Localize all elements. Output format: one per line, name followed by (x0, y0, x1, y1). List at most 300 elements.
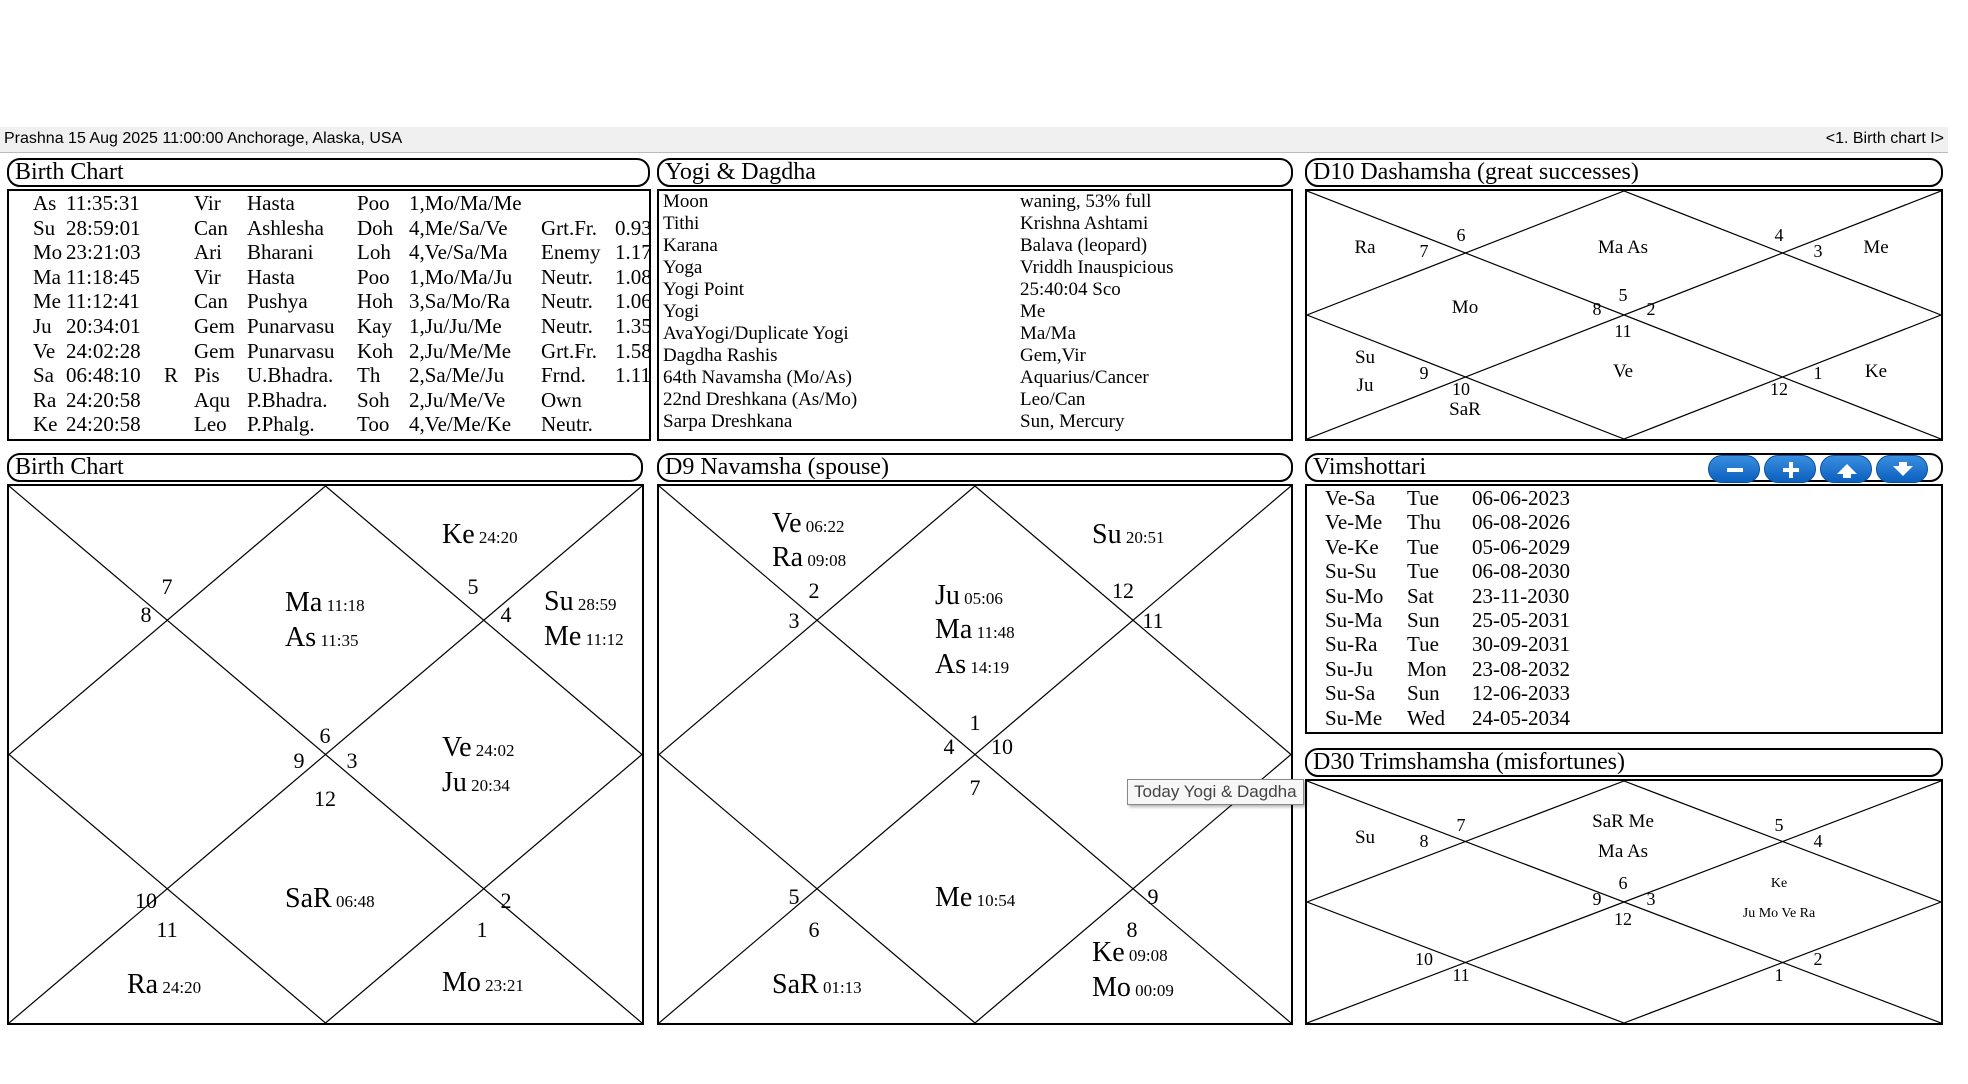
sign-number: 3 (788, 608, 800, 633)
planet-code: As (285, 622, 317, 653)
planet-label (442, 732, 515, 763)
planet-degree: 28:59 (573, 595, 617, 614)
planet-code: Ma (935, 614, 973, 645)
planet-relation: Neutr. (541, 289, 593, 314)
sign-number: 6 (319, 723, 331, 748)
planet-pada: Too (357, 412, 390, 437)
planet-degree: 20:34 (466, 776, 510, 795)
planet-degree: 05:06 (959, 589, 1003, 608)
yogi-value: Me (1020, 301, 1046, 322)
planet-lords: 2,Ju/Me/Ve (409, 387, 506, 412)
planet-label (772, 508, 845, 539)
planet-row[interactable] (9, 363, 649, 388)
dasha-row[interactable] (1307, 510, 1941, 535)
planet-label: Ke (1770, 876, 1788, 891)
d10-chart-diagram (1307, 191, 1941, 439)
sign-number: 9 (1147, 884, 1159, 909)
planet-row[interactable] (9, 264, 652, 290)
planet-relation: Enemy (541, 240, 601, 265)
sign-number: 8 (1126, 917, 1138, 942)
d9-chart[interactable] (657, 484, 1293, 1025)
planet-relation: Neutr. (541, 412, 593, 437)
planet-label (772, 969, 862, 1000)
panel-title-vimshottari[interactable]: Vimshottari (1305, 453, 1943, 482)
dasha-row[interactable] (1307, 681, 1941, 706)
sign-number: 8 (1592, 299, 1602, 319)
sign-number: 3 (346, 748, 358, 773)
planet-label: Ve (1612, 361, 1634, 382)
dasha-date: 24-05-2034 (1472, 705, 1570, 730)
planet-row[interactable] (9, 191, 649, 216)
planet-nakshatra: Punarvasu (247, 314, 335, 338)
sign-number: 7 (969, 775, 981, 800)
yogi-value: Ma/Ma (1020, 323, 1076, 344)
yogi-key: Tithi (663, 213, 700, 234)
planet-label: Me (1863, 237, 1889, 258)
planet-degree: 09:08 (1124, 946, 1168, 965)
sign-number: 7 (1456, 815, 1466, 835)
yogi-value: Balava (leopard) (1020, 235, 1148, 256)
planet-degree: 11:35 (316, 631, 359, 650)
planet-code: Ra (127, 969, 159, 1000)
sign-number: 7 (1419, 241, 1429, 261)
dasha-day: Sun (1407, 681, 1440, 706)
panel-title-d9[interactable]: D9 Navamsha (spouse) (657, 453, 1293, 482)
planet-lords: 2,Sa/Me/Ju (409, 363, 505, 388)
sign-number: 1 (476, 917, 488, 942)
planet-strength: 1.35 (615, 314, 652, 338)
planet-pada: Loh (357, 240, 391, 265)
planet-code: Mo (1092, 972, 1131, 1003)
dasha-day: Tue (1407, 534, 1439, 559)
planet-label (442, 967, 524, 998)
planet-lords: 1,Mo/Ma/Me (409, 191, 522, 215)
planet-sign: Can (194, 289, 228, 314)
yogi-value: Leo/Can (1020, 389, 1086, 410)
yogi-value: Krishna Ashtami (1020, 213, 1149, 234)
planet-row[interactable] (9, 215, 652, 241)
planet-label (285, 622, 358, 653)
planet-degree: 23:21:03 (66, 240, 141, 265)
chart-info: Prashna 15 Aug 2025 11:00:00 Anchorage, Alaska, USA (4, 130, 403, 147)
planet-label: Ke (1864, 361, 1888, 382)
yogi-value: Aquarius/Cancer (1020, 367, 1149, 388)
dasha-period: Su-Ra (1325, 632, 1378, 657)
planet-code: Ve (442, 732, 472, 763)
sign-number: 9 (293, 748, 305, 773)
sign-number: 1 (969, 710, 981, 735)
planet-label: SaR (1449, 399, 1481, 420)
panel-title-d10[interactable]: D10 Dashamsha (great successes) (1305, 158, 1943, 187)
panel-title-d30[interactable]: D30 Trimshamsha (misfortunes) (1305, 748, 1943, 777)
planet-degree: 23:21 (480, 976, 524, 995)
dasha-day: Sat (1407, 583, 1434, 608)
planet-code: Sa (33, 363, 54, 388)
planet-lords: 1,Mo/Ma/Ju (409, 264, 513, 289)
planet-nakshatra: Hasta (247, 264, 295, 289)
planet-code: SaR (285, 883, 332, 914)
planet-code: As (935, 649, 967, 680)
planet-pada: Poo (357, 264, 390, 289)
dasha-day: Thu (1407, 510, 1441, 535)
planet-row[interactable] (9, 388, 649, 413)
panel-title-birth-table[interactable]: Birth Chart (7, 158, 650, 187)
yogi-key: Moon (663, 191, 709, 212)
sign-number: 6 (808, 917, 820, 942)
planet-row[interactable] (9, 314, 652, 339)
planet-code: Ke (33, 412, 58, 437)
planet-label (935, 614, 1015, 645)
dasha-row[interactable] (1307, 559, 1941, 584)
arrow-up-icon (1821, 456, 1873, 484)
sign-number: 4 (500, 602, 512, 627)
yogi-key: Karana (663, 235, 718, 256)
planet-degree: 00:09 (1130, 981, 1174, 1000)
planet-code: Ke (442, 519, 475, 550)
planet-degree: 20:34:01 (66, 314, 141, 338)
planet-label (127, 969, 201, 1000)
dasha-day: Tue (1407, 486, 1439, 510)
planet-sign: Gem (194, 338, 235, 363)
planet-code: Ma (33, 264, 61, 289)
planet-label: SaR Me (1592, 811, 1654, 832)
yogi-key: Sarpa Dreshkana (663, 411, 793, 432)
planet-sign: Can (194, 215, 228, 240)
planet-label (935, 882, 1016, 913)
planet-sign: Gem (194, 314, 235, 338)
planet-label: Ra (1354, 237, 1376, 258)
dasha-day: Mon (1407, 656, 1447, 681)
dasha-period: Su-Sa (1325, 681, 1376, 706)
yogi-value: Vriddh Inauspicious (1020, 257, 1174, 278)
dasha-period: Ve-Ke (1325, 534, 1379, 559)
sign-number: 11 (1142, 608, 1164, 633)
planet-label (285, 883, 375, 914)
sign-number: 11 (1614, 321, 1632, 341)
chart-tab-label[interactable]: <1. Birth chart I> (1825, 130, 1944, 147)
yogi-key: 64th Navamsha (Mo/As) (663, 367, 852, 388)
sign-number: 6 (1618, 873, 1628, 893)
planet-code: Su (544, 586, 574, 617)
planet-degree: 11:18 (322, 596, 365, 615)
sign-number: 3 (1646, 889, 1656, 909)
plus-icon (1765, 456, 1817, 484)
sign-number: 4 (1813, 831, 1823, 851)
planet-row[interactable] (9, 240, 652, 265)
yogi-key: Yogi (663, 301, 700, 322)
planet-label: Ju (1356, 375, 1374, 396)
dasha-period: Ve-Me (1325, 510, 1383, 535)
planet-pada: Poo (357, 191, 390, 215)
planet-degree: 14:19 (966, 658, 1010, 677)
yogi-key: AvaYogi/Duplicate Yogi (663, 323, 849, 344)
dasha-row[interactable] (1307, 657, 1941, 682)
yogi-key: Yogi Point (663, 279, 744, 300)
planet-nakshatra: U.Bhadra. (247, 363, 334, 388)
dasha-date: 06-08-2030 (1472, 559, 1570, 584)
planet-label (285, 587, 365, 618)
sign-number: 10 (991, 734, 1013, 759)
planet-code: Su (33, 215, 56, 240)
planet-nakshatra: Pushya (247, 289, 308, 314)
sign-number: 5 (1618, 285, 1628, 305)
sign-number: 12 (1770, 379, 1788, 399)
dasha-day: Tue (1407, 559, 1439, 584)
sign-number: 5 (788, 884, 800, 909)
yogi-key: Dagdha Rashis (663, 345, 778, 366)
planet-code: Ju (442, 767, 467, 798)
dasha-date: 23-08-2032 (1472, 656, 1570, 681)
planet-lords: 3,Sa/Mo/Ra (409, 289, 510, 314)
planet-label (935, 649, 1009, 680)
planet-degree: 11:12 (581, 630, 624, 649)
sign-number: 12 (1614, 909, 1632, 929)
planet-label (1092, 972, 1174, 1003)
tooltip: Today Yogi & Dagdha (1127, 779, 1304, 805)
sign-number: 8 (140, 602, 152, 627)
planet-row[interactable] (9, 289, 652, 314)
planet-degree: 20:51 (1121, 528, 1165, 547)
planet-lords: 1,Ju/Ju/Me (409, 314, 502, 338)
dasha-date: 12-06-2033 (1472, 681, 1570, 706)
planet-label (935, 580, 1003, 611)
d30-chart[interactable] (1305, 779, 1943, 1025)
planet-label: Mo (1451, 297, 1479, 318)
planet-row[interactable] (9, 338, 652, 364)
planet-degree: 06:48:10 (66, 363, 141, 388)
planet-nakshatra: Hasta (247, 191, 295, 215)
planet-degree: 01:13 (818, 978, 862, 997)
planet-degree: 24:02:28 (66, 338, 141, 363)
planet-code: Mo (33, 240, 63, 265)
sign-number: 11 (1452, 965, 1470, 985)
planet-code: Su (1092, 519, 1122, 550)
planet-degree: 06:48 (331, 892, 375, 911)
sign-number: 7 (161, 574, 173, 599)
sign-number: 10 (1415, 949, 1433, 969)
planet-strength: 0.93 (615, 215, 652, 240)
sign-number: 12 (314, 786, 336, 811)
sign-number: 9 (1419, 363, 1429, 383)
planet-code: Ma (285, 587, 323, 618)
planet-code: Me (33, 289, 61, 314)
arrow-down-icon (1877, 456, 1929, 484)
planet-relation: Grt.Fr. (541, 215, 598, 240)
sign-number: 10 (135, 888, 157, 913)
planet-lords: 4,Me/Sa/Ve (409, 215, 508, 240)
planet-label: Ju Mo Ve Ra (1742, 906, 1816, 921)
d30-chart-diagram (1307, 781, 1941, 1023)
panel-title-yogi[interactable]: Yogi & Dagdha (657, 158, 1293, 187)
d10-chart[interactable] (1305, 189, 1943, 441)
planet-table (7, 189, 651, 441)
sign-number: 8 (1419, 831, 1429, 851)
planet-nakshatra: Bharani (247, 240, 314, 265)
sign-number: 2 (1813, 949, 1823, 969)
title-bar (0, 127, 1948, 153)
planet-degree: 24:02 (471, 741, 515, 760)
planet-relation: Own (541, 387, 582, 412)
planet-code: Me (935, 882, 973, 913)
sign-number: 2 (808, 578, 820, 603)
planet-nakshatra: P.Phalg. (247, 412, 315, 437)
dasha-row[interactable] (1307, 706, 1941, 731)
planet-label (442, 767, 510, 798)
planet-label (1092, 519, 1165, 550)
dasha-period: Su-Mo (1325, 583, 1384, 608)
yogi-key: 22nd Dreshkana (As/Mo) (663, 389, 858, 410)
planet-relation: Frnd. (541, 363, 586, 388)
dasha-row[interactable] (1307, 608, 1941, 633)
birth-chart[interactable] (7, 484, 644, 1025)
planet-sign: Pis (194, 363, 220, 388)
sign-number: 1 (1774, 965, 1784, 985)
planet-strength: 1.58 (615, 338, 652, 363)
dasha-row[interactable] (1307, 535, 1941, 560)
planet-nakshatra: Punarvasu (247, 338, 335, 363)
planet-code: Ra (33, 387, 57, 412)
dasha-date: 06-06-2023 (1472, 486, 1570, 510)
dasha-row[interactable] (1307, 486, 1941, 511)
sign-number: 12 (1112, 578, 1134, 603)
birth-chart-diagram (9, 486, 642, 1023)
sign-number: 4 (1774, 225, 1784, 245)
planet-degree: 10:54 (972, 891, 1016, 910)
sign-number: 2 (1646, 299, 1656, 319)
planet-label (544, 586, 617, 617)
planet-relation: Neutr. (541, 264, 593, 289)
planet-degree: 06:22 (801, 517, 845, 536)
collapse-button[interactable] (1708, 455, 1760, 483)
planet-nakshatra: P.Bhadra. (247, 387, 328, 412)
planet-nakshatra: Ashlesha (247, 215, 324, 240)
dasha-period: Su-Ju (1325, 656, 1373, 681)
planet-code: Me (544, 621, 582, 652)
dasha-date: 30-09-2031 (1472, 632, 1570, 657)
planet-relation: Neutr. (541, 314, 593, 338)
planet-sign: Aqu (194, 387, 231, 412)
planet-degree: 11:35:31 (66, 191, 140, 215)
vimshottari-list[interactable] (1305, 484, 1943, 734)
yogi-row[interactable] (659, 411, 1291, 436)
planet-degree: 28:59:01 (66, 215, 141, 240)
dasha-day: Tue (1407, 632, 1439, 657)
planet-code: Ve (772, 508, 802, 539)
planet-code: SaR (772, 969, 819, 1000)
panel-title-birth-chart[interactable]: Birth Chart (7, 453, 643, 482)
d9-chart-diagram (659, 486, 1291, 1023)
planet-degree: 11:12:41 (66, 289, 140, 314)
sign-number: 3 (1813, 241, 1823, 261)
sign-number: 5 (467, 574, 479, 599)
planet-strength: 1.06 (615, 289, 652, 314)
planet-degree: 09:08 (803, 551, 847, 570)
sign-number: 1 (1813, 363, 1823, 383)
dasha-date: 05-06-2029 (1472, 534, 1570, 559)
planet-strength: 1.17 (615, 240, 652, 265)
sign-number: 10 (1452, 379, 1470, 399)
planet-code: Mo (442, 967, 481, 998)
planet-lords: 4,Ve/Me/Ke (409, 412, 512, 437)
planet-code: Ve (33, 338, 56, 363)
yogi-value: Gem,Vir (1020, 345, 1086, 366)
sign-number: 9 (1592, 889, 1602, 909)
level-up-button[interactable] (1820, 455, 1872, 483)
planet-code: Ju (33, 314, 52, 338)
planet-label (544, 621, 624, 652)
planet-label (772, 542, 846, 573)
sign-number: 11 (156, 917, 178, 942)
planet-sign: Ari (194, 240, 222, 265)
yogi-key: Yoga (663, 257, 703, 278)
planet-row[interactable] (9, 412, 649, 437)
planet-lords: 4,Ve/Sa/Ma (409, 240, 508, 265)
sign-number: 5 (1774, 815, 1784, 835)
planet-pada: Soh (357, 387, 390, 412)
planet-sign: Vir (194, 191, 221, 215)
dasha-day: Sun (1407, 608, 1440, 632)
planet-code: Ju (935, 580, 960, 611)
planet-sign: Leo (194, 412, 227, 437)
level-down-button[interactable] (1876, 455, 1928, 483)
planet-strength: 1.08 (615, 264, 652, 289)
planet-code: Ra (772, 542, 804, 573)
planet-pada: Hoh (357, 289, 394, 314)
planet-code: Ke (1092, 937, 1125, 968)
yogi-value: Sun, Mercury (1020, 411, 1125, 432)
sign-number: 4 (943, 734, 955, 759)
dasha-period: Ve-Sa (1325, 486, 1376, 510)
planet-pada: Th (357, 363, 381, 388)
planet-label: Su (1354, 347, 1376, 368)
planet-lords: 2,Ju/Me/Me (409, 338, 512, 363)
planet-degree: 24:20 (158, 978, 202, 997)
dasha-date: 06-08-2026 (1472, 510, 1570, 535)
dasha-row[interactable] (1307, 584, 1941, 609)
planet-degree: 24:20 (474, 528, 518, 547)
dasha-row[interactable] (1307, 632, 1941, 657)
planet-pada: Kay (357, 314, 392, 338)
yogi-table (657, 189, 1293, 441)
dasha-date: 25-05-2031 (1472, 608, 1570, 632)
dasha-period: Su-Ma (1325, 608, 1383, 632)
dasha-period: Su-Su (1325, 559, 1377, 584)
sign-number: 6 (1456, 225, 1466, 245)
planet-label: Su (1354, 827, 1376, 848)
planet-pada: Koh (357, 338, 394, 363)
planet-code: As (33, 191, 57, 215)
planet-degree: 11:48 (972, 623, 1015, 642)
planet-degree: 24:20:58 (66, 387, 141, 412)
dasha-day: Wed (1407, 705, 1445, 730)
planet-relation: Grt.Fr. (541, 338, 598, 363)
planet-strength: 1.11 (615, 363, 651, 388)
planet-pada: Doh (357, 215, 394, 240)
dasha-period: Su-Me (1325, 705, 1383, 730)
planet-sign: Vir (194, 264, 221, 289)
yogi-value: 25:40:04 Sco (1020, 279, 1121, 300)
dasha-date: 23-11-2030 (1472, 583, 1570, 608)
planet-degree: 24:20:58 (66, 412, 141, 437)
planet-label: Ma As (1597, 237, 1649, 258)
minus-icon (1709, 456, 1761, 484)
sign-number: 2 (500, 888, 512, 913)
planet-retro: R (164, 363, 179, 388)
yogi-value: waning, 53% full (1020, 191, 1152, 212)
planet-label: Ma As (1597, 841, 1649, 862)
planet-label (442, 519, 518, 550)
expand-button[interactable] (1764, 455, 1816, 483)
